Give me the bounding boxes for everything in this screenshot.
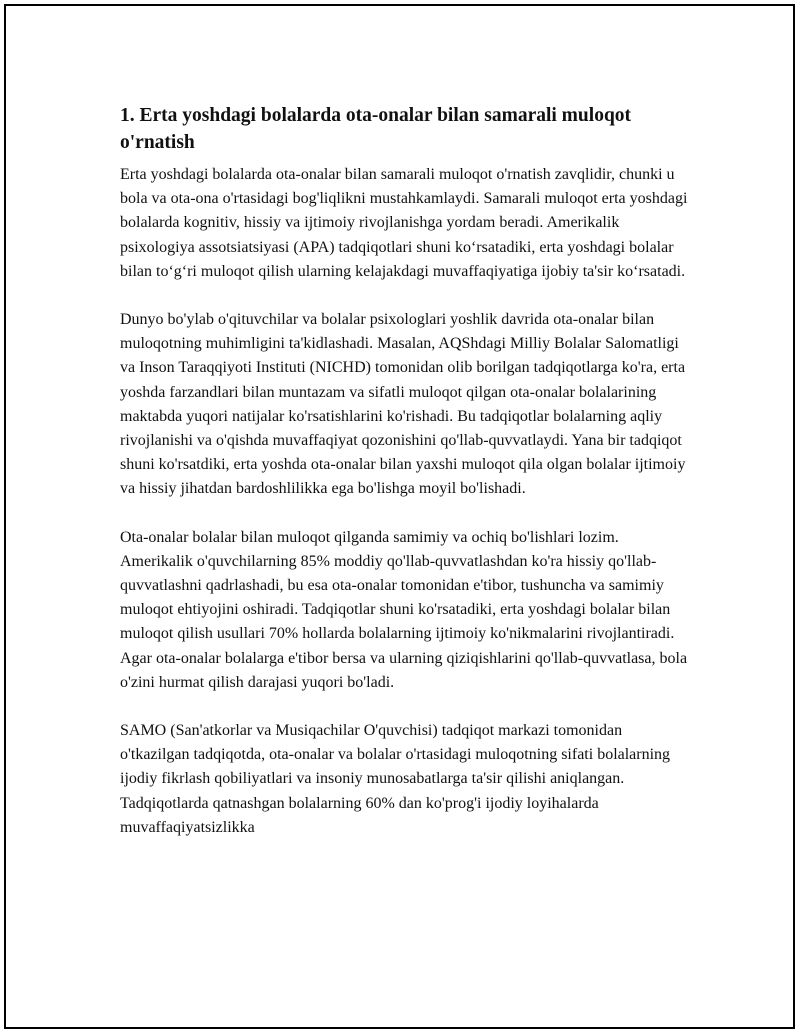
section-heading: 1. Erta yoshdagi bolalarda ota-onalar bilan samarali muloqot o'rnatish: [120, 105, 632, 153]
paragraph-1: Erta yoshdagi bolalarda ota-onalar bilan samarali muloqot o'rnatish zavqlidir, chunki u bola va ota-ona o'rtasidagi bog'liqlikni mustahkamlaydi. Samarali muloqot erta yoshdagi bolalarda kognitiv, hissiy va ijtimoiy rivojlanishga yordam beradi. Amerikalik psixologiya assotsiatsiyasi (APA) tadqiqotlari shuni ko‘rsatadiki, erta yoshdagi bolalar bilan to‘g‘ri muloqot qilish ularning kelajakdagi muvaffaqiyatiga ijobiy ta'sir ko‘rsatadi.: [120, 166, 688, 280]
document-body: [120, 102, 692, 864]
paragraph-4: SAMO (San'atkorlar va Musiqachilar O'quvchisi) tadqiqot markazi tomonidan o'tkazilgan tadqiqotda, ota-onalar va bolalar o'rtasidagi muloqotning sifati bolalarning ijodiy fikrlash qobiliyatlari va insoniy munosabatlarga ta'sir qilishi aniqlangan. Tadqiqotlarda qatnashgan bolalarning 60% dan ko'prog'i ijodiy loyihalarda muvaffaqiyatsizlikka: [120, 722, 671, 836]
paragraph-3: Ota-onalar bolalar bilan muloqot qilganda samimiy va ochiq bo'lishlari lozim. Amerikalik o'quvchilarning 85% moddiy qo'llab-quvvatlashdan ko'ra hissiy qo'llab-quvvatlashni qadrlashadi, bu esa ota-onalar tomonidan e'tibor, tushuncha va samimiy muloqot ehtiyojini oshiradi. Tadqiqotlar shuni ko'rsatadiki, erta yoshdagi bolalar bilan muloqot qilish usullari 70% hollarda bolalarning ijtimoiy ko'nikmalarini rivojlantiradi. Agar ota-onalar bolalarga e'tibor bersa va ularning qiziqishlarini qo'llab-quvvatlasa, bola o'zini hurmat qilish darajasi yuqori bo'ladi.: [120, 528, 688, 691]
paragraph-2: Dunyo bo'ylab o'qituvchilar va bolalar psixologlari yoshlik davrida ota-onalar bilan muloqotning muhimligini ta'kidlashadi. Masalan, AQShdagi Milliy Bolalar Salomatligi va Inson Taraqqiyoti Instituti (NICHD) tomonidan olib borilgan tadqiqotlarga ko'ra, erta yoshda farzandlari bilan muntazam va sifatli muloqot qilgan ota-onalar bolalarining maktabda yuqori natijalar ko'rsatishlarini ko'rishadi. Bu tadqiqotlar bolalarning aqliy rivojlanishi va o'qishda muvaffaqiyat qozonishini qo'llab-quvvatlaydi. Yana bir tadqiqot shuni ko'rsatdiki, erta yoshda ota-onalar bilan yaxshi muloqot qila olgan bolalar ijtimoiy va hissiy jihatdan bardoshlilikka ega bo'lishga moyil bo'lishadi.: [120, 311, 686, 498]
page-frame: [4, 4, 795, 1029]
